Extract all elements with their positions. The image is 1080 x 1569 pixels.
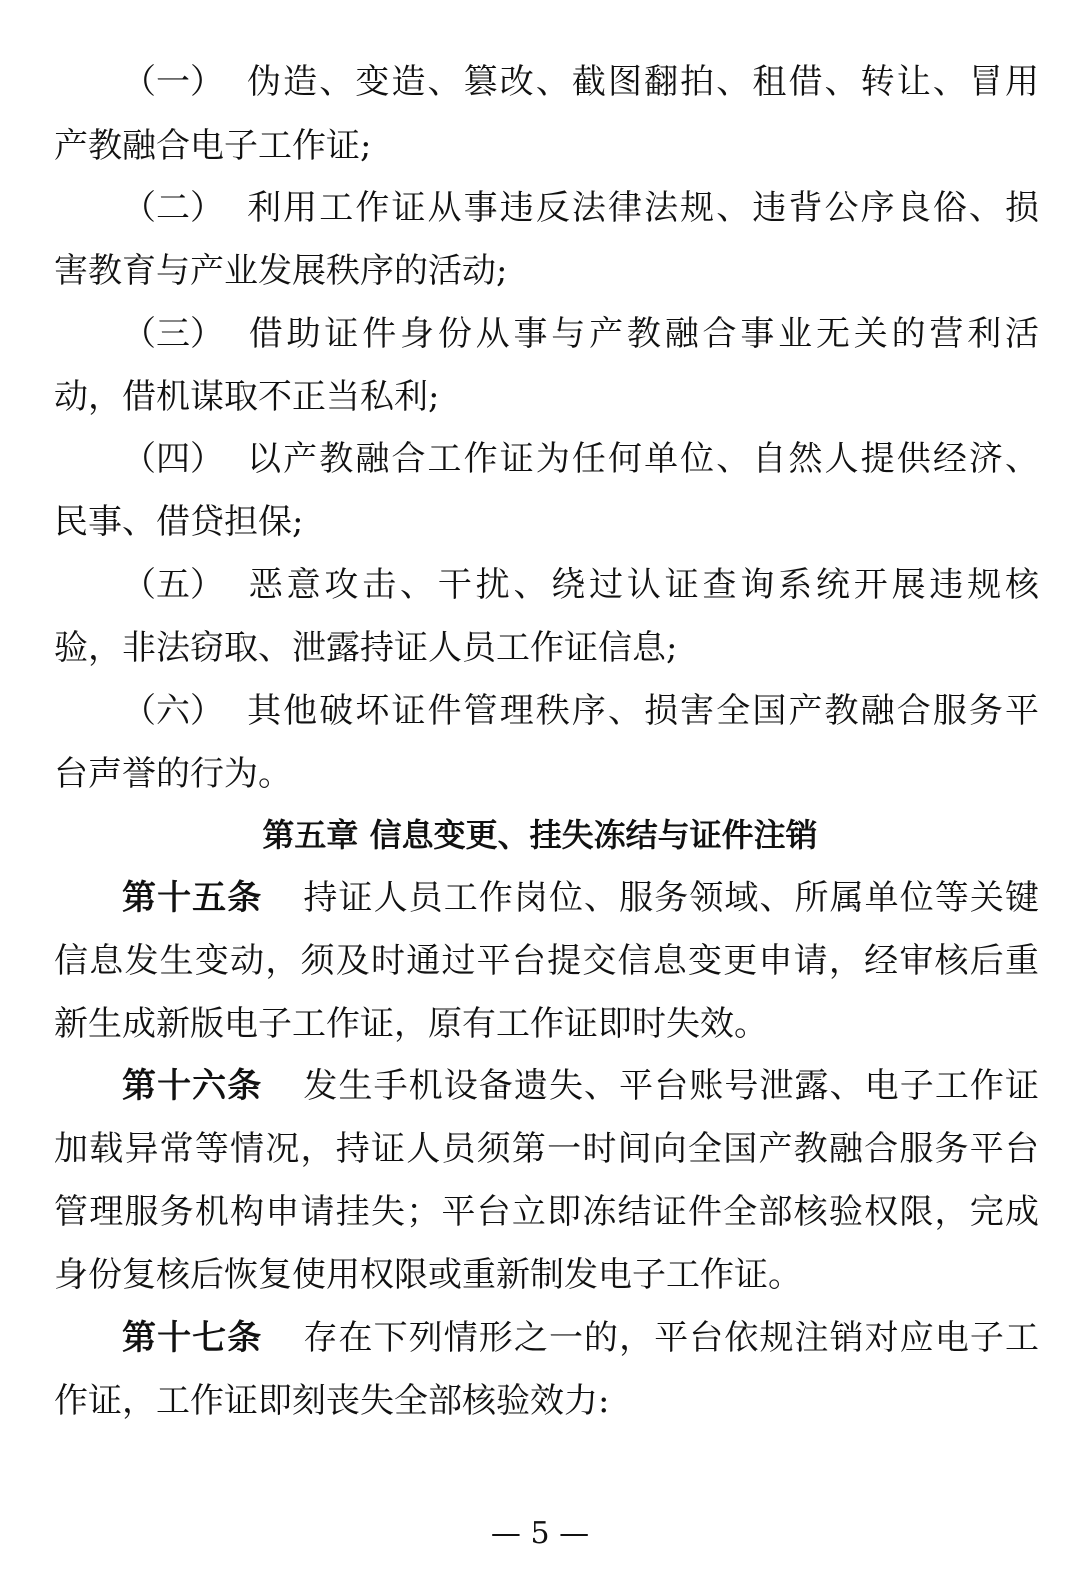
item-2-label: （二） (122, 188, 224, 228)
article-16-line-3: 管理服务机构申请挂失；平台立即冻结证件全部核验权限，完成 (54, 1192, 1039, 1232)
item-2-line-1 (122, 186, 1039, 230)
article-17-label: 第十七条 (122, 1318, 263, 1358)
article-16-label: 第十六条 (122, 1066, 263, 1106)
item-4-line-1 (122, 437, 1039, 481)
article-15-text: 持证人员工作岗位、服务领域、所属单位等关键 (302, 878, 1039, 918)
article-15-line-2: 信息发生变动，须及时通过平台提交信息变更申请，经审核后重 (54, 941, 1039, 981)
article-17-line-1 (122, 1316, 1039, 1360)
article-15-line-3: 新生成新版电子工作证，原有工作证即时失效。 (54, 1004, 768, 1044)
item-2-line-2: 害教育与产业发展秩序的活动; (54, 251, 508, 291)
article-16-line-4: 身份复核后恢复使用权限或重新制发电子工作证。 (54, 1255, 802, 1295)
item-5-line-1 (122, 563, 1039, 607)
article-15-label: 第十五条 (122, 878, 263, 918)
item-3-line-1 (122, 312, 1039, 356)
article-16-text: 发生手机设备遗失、平台账号泄露、电子工作证 (302, 1066, 1039, 1106)
item-3-label: （三） (122, 314, 224, 354)
item-1-line-1 (122, 60, 1039, 104)
item-4-label: （四） (122, 439, 224, 479)
item-4-text: 以产教融合工作证为任何单位、自然人提供经济、 (245, 439, 1039, 479)
item-6-line-2: 台声誉的行为。 (54, 754, 292, 794)
item-1-text: 伪造、变造、篡改、截图翻拍、租借、转让、冒用 (245, 62, 1039, 102)
item-4-line-2: 民事、借贷担保; (54, 502, 304, 542)
page-number: — 5 — (490, 1516, 590, 1551)
item-5-label: （五） (122, 565, 224, 605)
article-16-line-1 (122, 1064, 1039, 1108)
item-6-text: 其他破坏证件管理秩序、损害全国产教融合服务平 (245, 691, 1039, 731)
item-2-text: 利用工作证从事违反法律法规、违背公序良俗、损 (245, 188, 1039, 228)
item-3-text: 借助证件身份从事与产教融合事业无关的营利活 (245, 314, 1039, 354)
item-6-label: （六） (122, 691, 224, 731)
article-17-line-2: 作证，工作证即刻丧失全部核验效力: (54, 1381, 610, 1421)
article-17-text: 存在下列情形之一的，平台依规注销对应电子工 (302, 1318, 1039, 1358)
item-1-label: （一） (122, 62, 224, 102)
article-16-line-2: 加载异常等情况，持证人员须第一时间向全国产教融合服务平台 (54, 1129, 1039, 1169)
item-6-line-1 (122, 689, 1039, 733)
item-3-line-2: 动，借机谋取不正当私利; (54, 377, 440, 417)
chapter-heading: 第五章 信息变更、挂失冻结与证件注销 (262, 816, 818, 854)
article-15-line-1 (122, 876, 1039, 920)
item-5-line-2: 验，非法窃取、泄露持证人员工作证信息; (54, 628, 678, 668)
item-5-text: 恶意攻击、干扰、绕过认证查询系统开展违规核 (245, 565, 1039, 605)
item-1-line-2: 产教融合电子工作证; (54, 126, 372, 166)
